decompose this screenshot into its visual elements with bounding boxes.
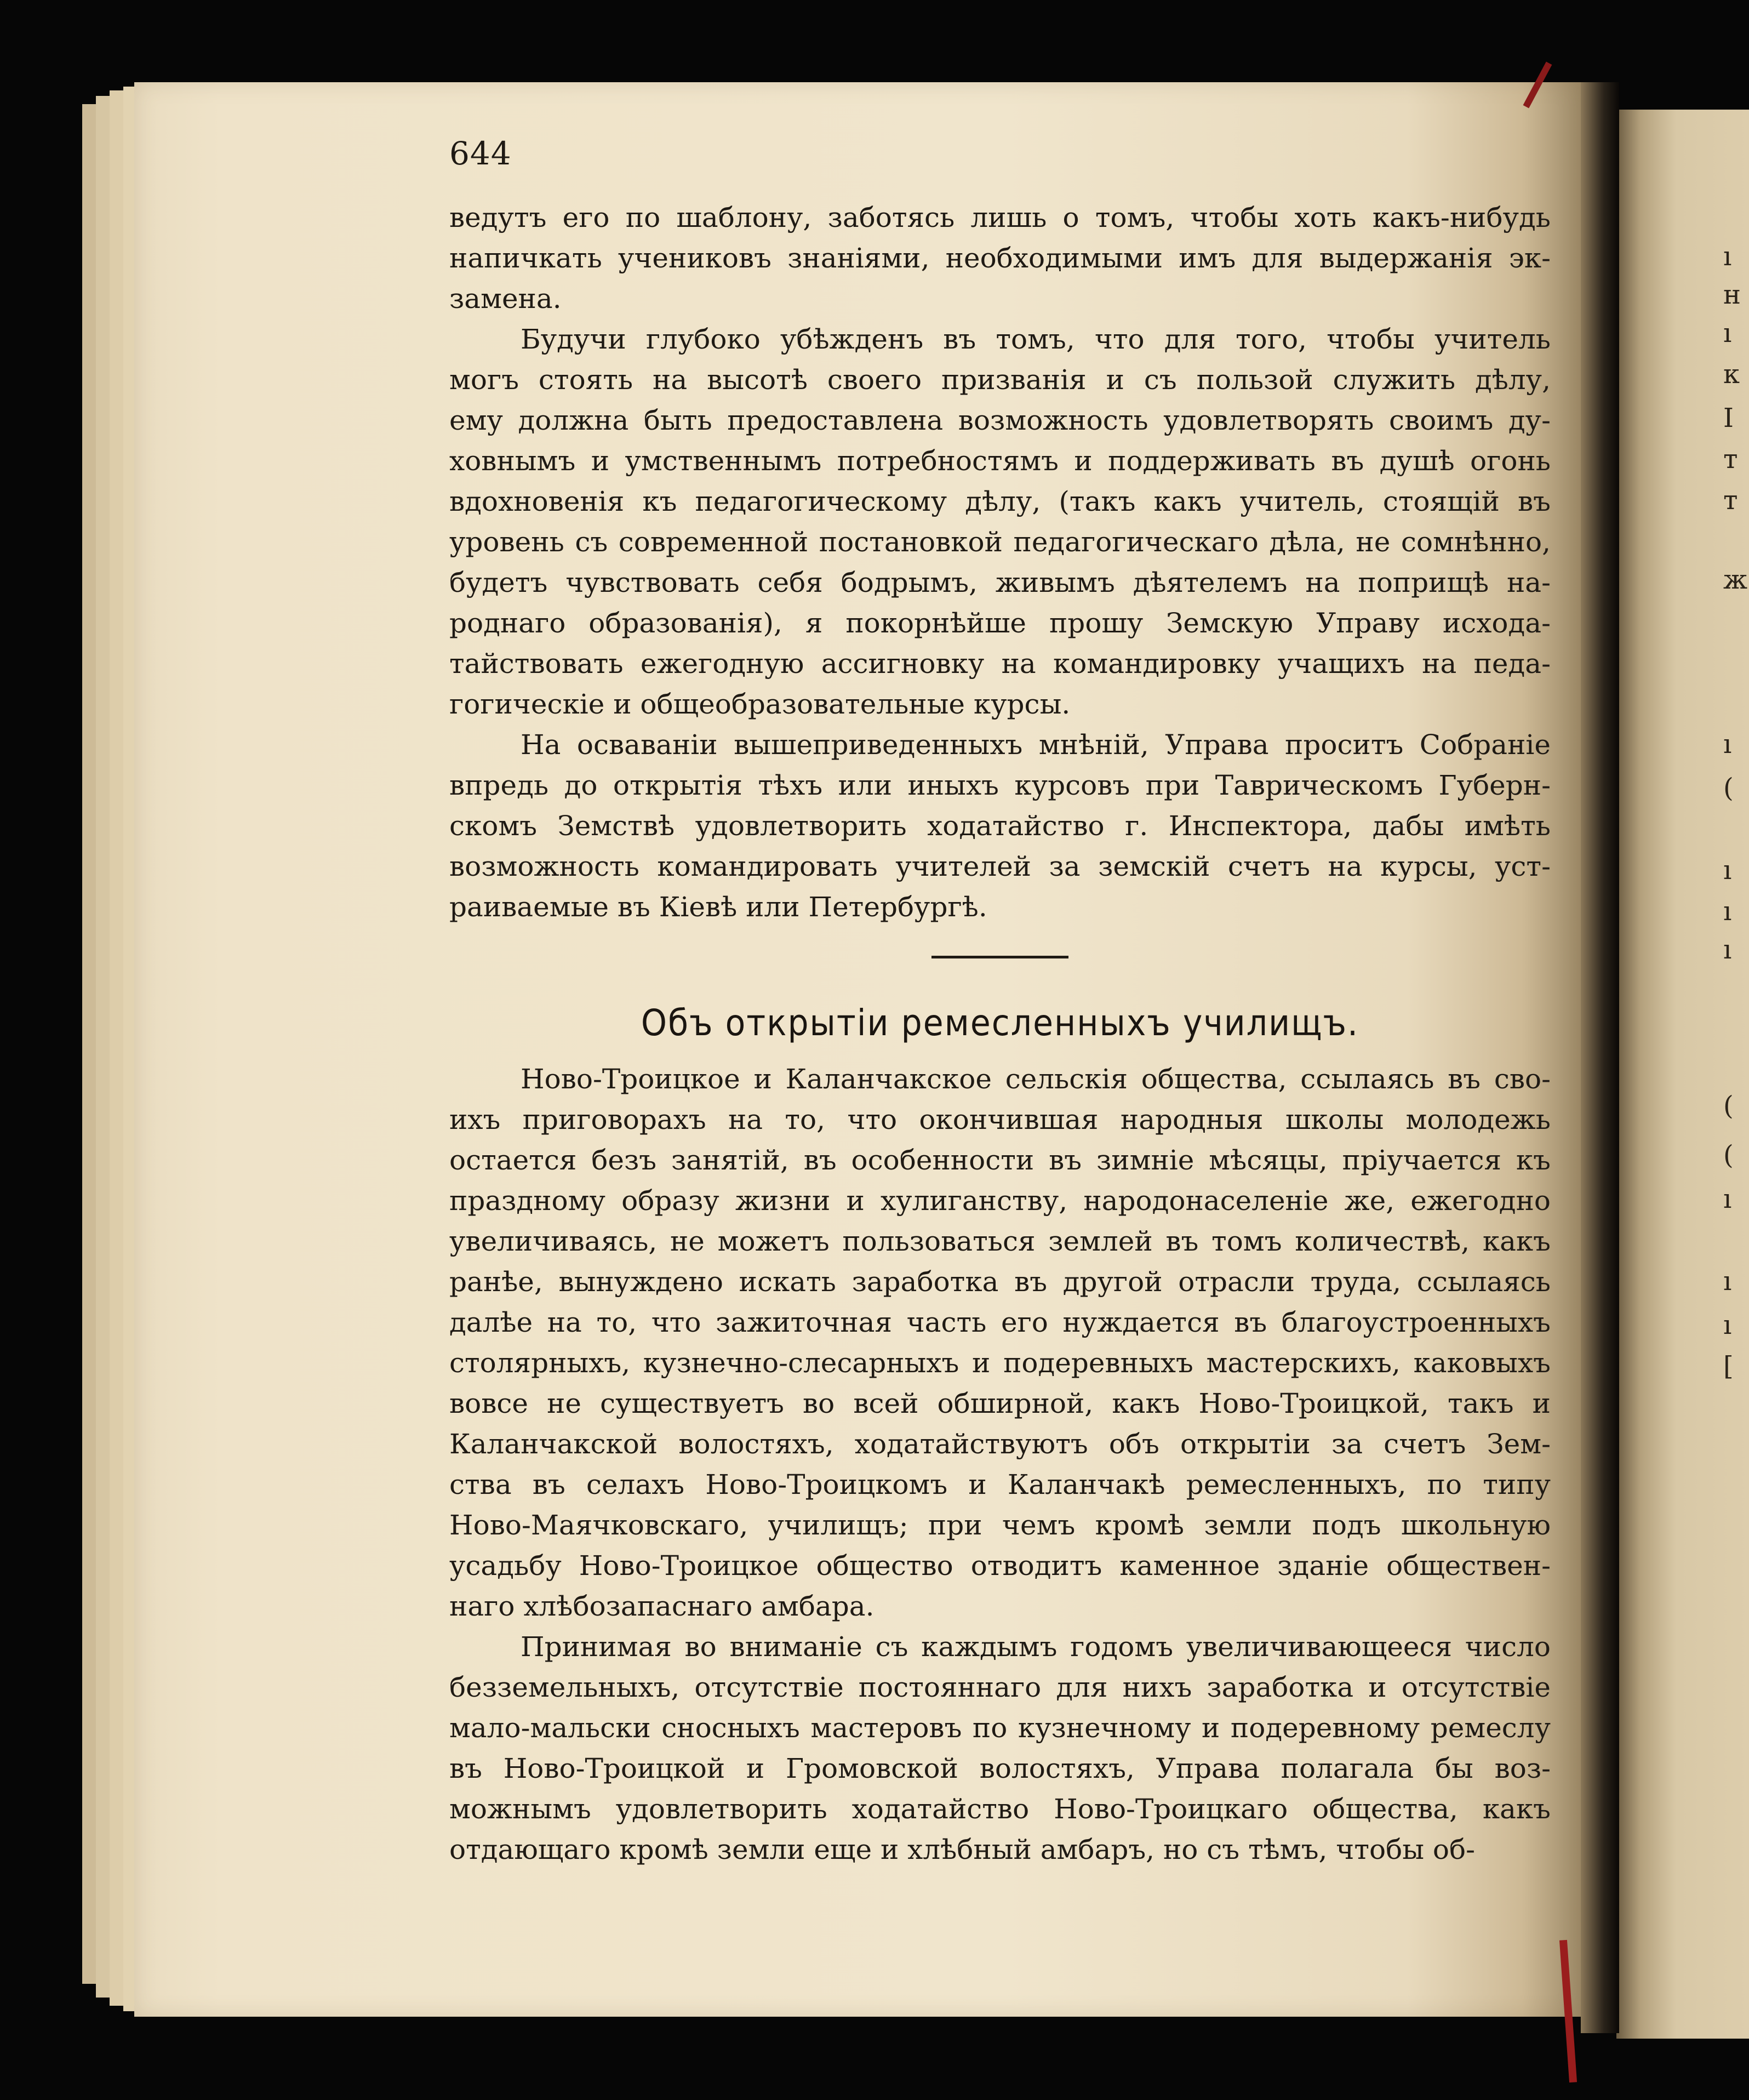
next-page-letter: I: [1723, 403, 1734, 433]
text-line: праздному образу жизни и хулиганству, народонаселеніе же, ежегодно: [449, 1185, 1551, 1217]
paragraph: [449, 1627, 1551, 1870]
text-line: въ Ново-Троицкой и Громовской волостяхъ, Управа полагала бы воз-: [449, 1753, 1551, 1784]
text-line: уровень съ современной постановкой педагогическаго дѣла, не сомнѣнно,: [449, 526, 1551, 558]
next-page-letter: ж: [1723, 564, 1748, 595]
text-line: столярныхъ, кузнечно-слесарныхъ и подеревныхъ мастерскихъ, каковыхъ: [449, 1347, 1551, 1379]
body-text-top: [449, 197, 1551, 927]
next-page-letter: ı: [1723, 896, 1732, 927]
body-text-bottom: [449, 1059, 1551, 1870]
text-line: ихъ приговорахъ на то, что окончившая народныя школы молодежь: [449, 1104, 1551, 1135]
text-line: тайствовать ежегодную ассигновку на командировку учащихъ на педа-: [449, 648, 1551, 680]
text-line: остается безъ занятій, въ особенности въ зимніе мѣсяцы, пріучается къ: [449, 1144, 1551, 1176]
paragraph: [449, 724, 1551, 927]
text-line: ему должна быть предоставлена возможность удовлетворять своимъ ду-: [449, 404, 1551, 436]
text-line: ранѣе, вынуждено искать заработка въ другой отрасли труда, ссылаясь: [449, 1266, 1551, 1298]
text-line: усадьбу Ново-Троицкое общество отводитъ каменное зданіе обществен-: [449, 1550, 1551, 1582]
text-line: скомъ Земствѣ удовлетворить ходатайство г. Инспектора, дабы имѣть: [449, 810, 1551, 842]
next-page-letter: [: [1723, 1351, 1734, 1382]
spine-shadow: [1581, 82, 1619, 2033]
next-page-letter: ı: [1723, 934, 1732, 965]
text-line: будетъ чувствовать себя бодрымъ, живымъ дѣятелемъ на поприщѣ на-: [449, 567, 1551, 598]
next-page-letter: ı: [1723, 241, 1732, 272]
text-line: безземельныхъ, отсутствіе постояннаго для нихъ заработка и отсутствіе: [449, 1671, 1551, 1703]
text-line: ховнымъ и умственнымъ потребностямъ и поддерживать въ душѣ огонь: [449, 445, 1551, 477]
text-line: раиваемые въ Кіевѣ или Петербургѣ.: [449, 891, 987, 923]
text-line: На осваваніи вышеприведенныхъ мнѣній, Управа проситъ Собраніе: [521, 729, 1551, 761]
divider-rule: [931, 956, 1068, 958]
text-line: ства въ селахъ Ново-Троицкомъ и Каланчакѣ ремесленныхъ, по типу: [449, 1469, 1551, 1500]
text-line: вдохновенія къ педагогическому дѣлу, (такъ какъ учитель, стоящій въ: [449, 486, 1551, 517]
text-line: возможность командировать учителей за земскій счетъ на курсы, уст-: [449, 851, 1551, 882]
next-page-letter: ı: [1723, 855, 1732, 886]
section-heading: Объ открытіи ремесленныхъ училищъ.: [641, 1002, 1359, 1045]
next-page-letter: н: [1723, 279, 1741, 310]
section-divider: [449, 927, 1551, 988]
next-page-letter: (: [1723, 1091, 1734, 1121]
paragraph: [449, 1059, 1551, 1627]
next-page-letter: ı: [1723, 729, 1732, 760]
text-line: наго хлѣбозапаснаго амбара.: [449, 1590, 875, 1622]
text-line: можнымъ удовлетворить ходатайство Ново-Троицкаго общества, какъ: [449, 1793, 1551, 1825]
next-page-letter: (: [1723, 773, 1734, 803]
next-page-letter: к: [1723, 359, 1740, 390]
text-line: Принимая во вниманіе съ каждымъ годомъ увеличивающееся число: [521, 1631, 1551, 1663]
next-page-letter: ı: [1723, 1310, 1732, 1340]
text-line: отдающаго кромѣ земли еще и хлѣбный амбаръ, но съ тѣмъ, чтобы об-: [449, 1834, 1475, 1865]
text-line: ведутъ его по шаблону, заботясь лишь о томъ, чтобы хоть какъ-нибудь: [449, 202, 1551, 233]
text-line: Ново-Маячковскаго, училищъ; при чемъ кромѣ земли подъ школьную: [449, 1509, 1551, 1541]
text-line: гогическіе и общеобразовательные курсы.: [449, 688, 1071, 720]
text-line: впредь до открытія тѣхъ или иныхъ курсовъ при Таврическомъ Губерн-: [449, 769, 1551, 801]
paragraph: [449, 197, 1551, 319]
next-page-letter: ı: [1723, 318, 1732, 349]
page-content: [449, 110, 1551, 1870]
next-page-letter: (: [1723, 1140, 1734, 1171]
next-page-letter: ı: [1723, 1184, 1732, 1214]
next-page-letter: т: [1723, 444, 1738, 475]
text-line: Будучи глубоко убѣжденъ въ томъ, что для того, чтобы учитель: [521, 323, 1551, 355]
next-page-letter: ı: [1723, 1266, 1732, 1297]
page-number: 644: [449, 135, 512, 172]
text-line: далѣе на то, что зажиточная часть его нуждается въ благоустроенныхъ: [449, 1306, 1551, 1338]
text-line: Ново-Троицкое и Каланчакское сельскія общества, ссылаясь въ сво-: [521, 1063, 1551, 1095]
text-line: увеличиваясь, не можетъ пользоваться землей въ томъ количествѣ, какъ: [449, 1225, 1551, 1257]
text-line: мало-мальски сносныхъ мастеровъ по кузнечному и подеревному ремеслу: [449, 1712, 1551, 1744]
text-line: Каланчакской волостяхъ, ходатайствуютъ объ открытіи за счетъ Зем-: [449, 1428, 1551, 1460]
text-line: замена.: [449, 283, 562, 315]
next-page: [1616, 110, 1749, 2039]
text-line: роднаго образованія), я покорнѣйше прошу Земскую Управу исхода-: [449, 607, 1551, 639]
next-page-letter: т: [1723, 485, 1738, 516]
text-line: напичкать учениковъ знаніями, необходимыми имъ для выдержанія эк-: [449, 242, 1551, 274]
text-line: могъ стоять на высотѣ своего призванія и съ пользой служить дѣлу,: [449, 364, 1551, 396]
paragraph: [449, 319, 1551, 724]
text-line: вовсе не существуетъ во всей обширной, какъ Ново-Троицкой, такъ и: [449, 1388, 1551, 1419]
